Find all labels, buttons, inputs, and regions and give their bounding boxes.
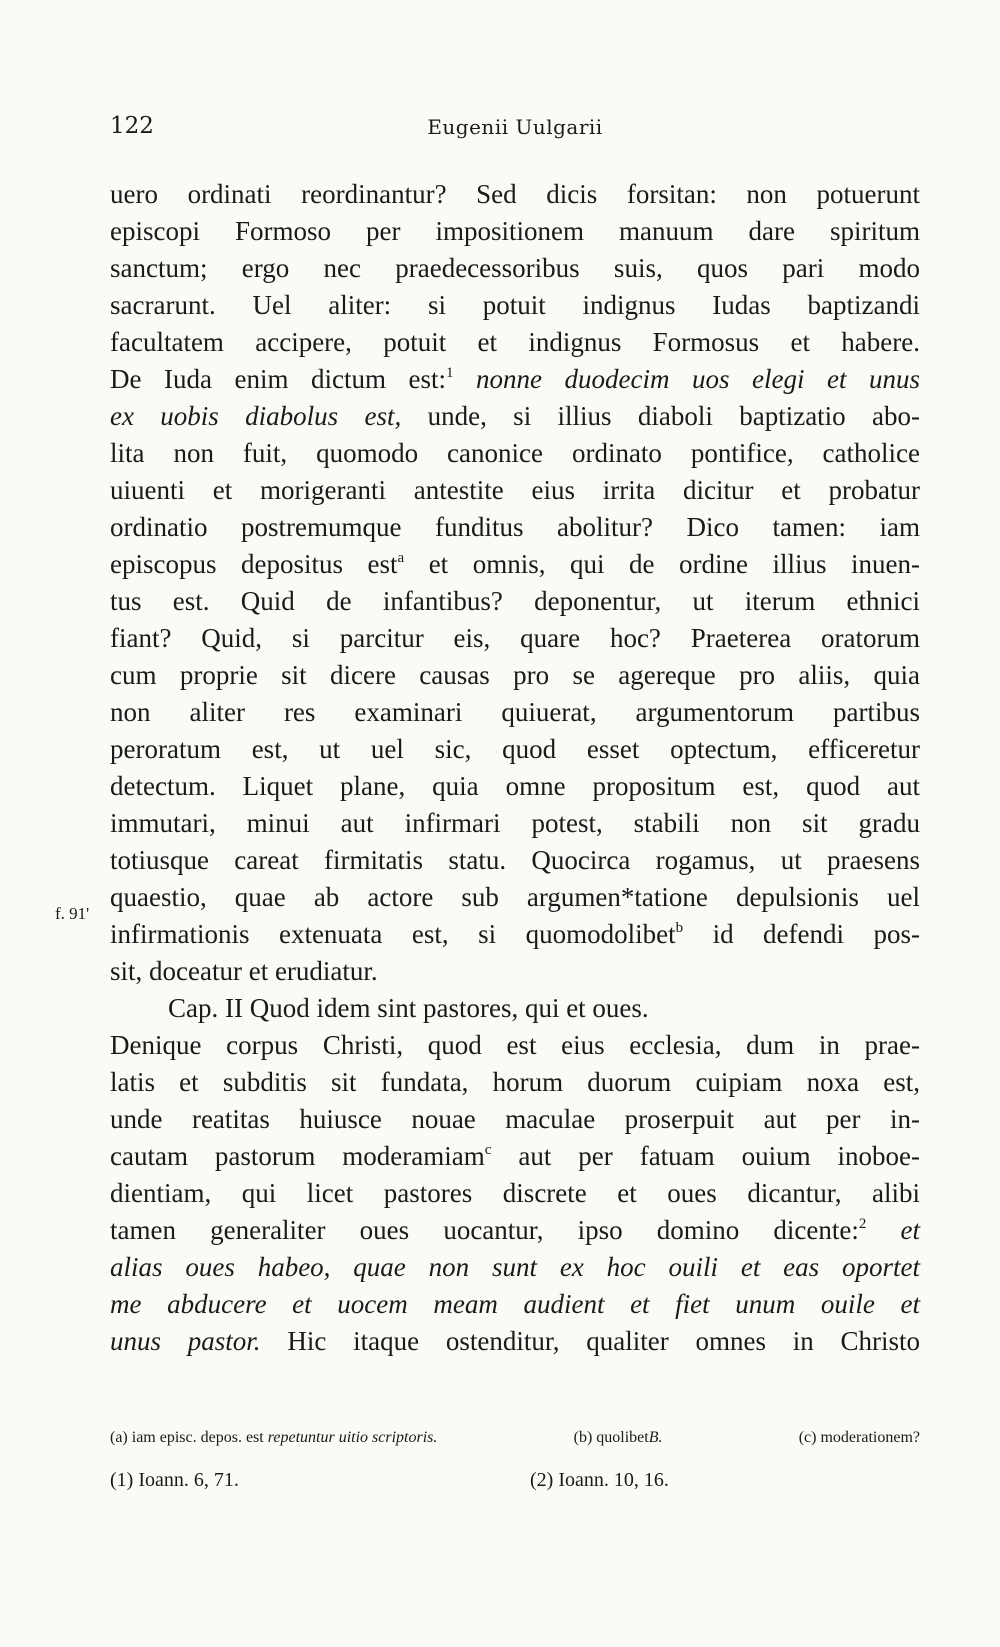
text-run: id defendi pos- [683,919,920,949]
text-run: et omnis, qui de ordine illius inuen- [404,549,920,579]
text-run: unde, si illius diaboli baptizatio abo- [401,401,920,431]
text-line: peroratum est, ut uel sic, quod esset optectum, efficeretur [110,734,920,764]
text-line: sit, doceatur et erudiatur. [110,956,378,986]
scripture-quote: et [866,1215,920,1245]
text-line: fiant? Quid, si parcitur eis, quare hoc? Praeterea oratorum [110,623,920,653]
text-line: uero ordinati reordinantur? Sed dicis forsitan: non potuerunt [110,179,920,209]
reference-2: (2) Ioann. 10, 16. [530,1469,669,1491]
scripture-quote: me abducere et uocem meam audient et fiet unum ouile et [110,1289,920,1319]
text-line: non aliter res examinari quiuerat, argumentorum partibus [110,697,920,727]
text-line: latis et subditis sit fundata, horum duorum cuipiam noxa est, [110,1067,920,1097]
reference-1: (1) Ioann. 6, 71. [110,1469,239,1491]
text-run: Hic itaque ostenditur, qualiter omnes in Christo [260,1326,921,1356]
text-line [110,546,920,583]
text-line: detectum. Liquet plane, quia omne propositum est, quod aut [110,771,920,801]
text-line: lita non fuit, quomodo canonice ordinato pontifice, catholice [110,438,920,468]
text-line [110,1212,920,1249]
footnote-ref: 1 [445,365,454,381]
text-line: facultatem accipere, potuit et indignus Formosus et habere. [110,327,920,357]
text-line: Denique corpus Christi, quod est eius ecclesia, dum in prae- [110,1030,920,1060]
critical-apparatus [110,1424,920,1452]
text-run: De Iuda enim dictum est: [110,364,446,394]
text-run: aut per fatuam ouium inoboe- [491,1141,921,1171]
text-line [110,398,920,435]
scripture-quote: alias oues habeo, quae non sunt ex hoc ouili et eas oportet [110,1252,920,1282]
text-line [110,361,920,398]
footnote-ref: 2 [858,1216,867,1232]
folio-margin-note: f. 91' [55,904,90,923]
scripture-quote: nonne duodecim uos elegi et unus [453,364,920,394]
source-references [110,1466,920,1494]
text-line [110,1323,920,1360]
text-line: ordinatio postremumque funditus abolitur? Dico tamen: iam [110,512,920,542]
text-run: tamen generaliter oues uocantur, ipso domino dicente: [110,1215,859,1245]
text-line [110,916,920,953]
scripture-quote: ex uobis diabolus est, [110,401,402,431]
footnote-b: (b) quolibetB. [573,1429,663,1446]
text-line: quaestio, quae ab actore sub argumen*tatione depulsionis uel [110,882,920,912]
text-line [110,1249,920,1286]
text-run: episcopus depositus est [110,549,398,579]
text-line: unde reatitas huiusce nouae maculae proserpuit aut per in- [110,1104,920,1134]
text-line: dientiam, qui licet pastores discrete et oues dicantur, alibi [110,1178,920,1208]
main-text [110,176,920,1360]
text-line: episcopi Formoso per impositionem manuum dare spiritum [110,216,920,246]
text-line: uiuenti et morigeranti antestite eius irrita dicitur et probatur [110,475,920,505]
page-number: 122 [110,113,154,139]
text-line [110,1286,920,1323]
chapter-heading: Cap. II Quod idem sint pastores, qui et oues. [168,993,649,1023]
page-header [110,113,920,143]
text-line [110,1138,920,1175]
scripture-quote: unus pastor. [110,1326,261,1356]
text-line: immutari, minui aut infirmari potest, stabili non sit gradu [110,808,920,838]
footnote-ref: b [675,920,684,936]
text-run: infirmationis extenuata est, si quomodolibet [110,919,676,949]
text-line: cum proprie sit dicere causas pro se agereque pro aliis, quia [110,660,920,690]
footnote-ref: c [484,1142,492,1158]
text-line: tus est. Quid de infantibus? deponentur, ut iterum ethnici [110,586,920,616]
text-run: cautam pastorum moderamiam [110,1141,485,1171]
footnote-a: (a) iam episc. depos. est repetuntur uitio scriptoris. [110,1429,438,1446]
footnote-c: (c) moderationem? [798,1429,920,1446]
text-line: totiusque careat firmitatis statu. Quocirca rogamus, ut praesens [110,845,920,875]
text-line: sanctum; ergo nec praedecessoribus suis, quos pari modo [110,253,920,283]
running-title: Eugenii Uulgarii [427,115,603,139]
text-line: sacrarunt. Uel aliter: si potuit indignus Iudas baptizandi [110,290,920,320]
footnote-ref: a [397,550,405,566]
footnotes [110,1424,920,1494]
